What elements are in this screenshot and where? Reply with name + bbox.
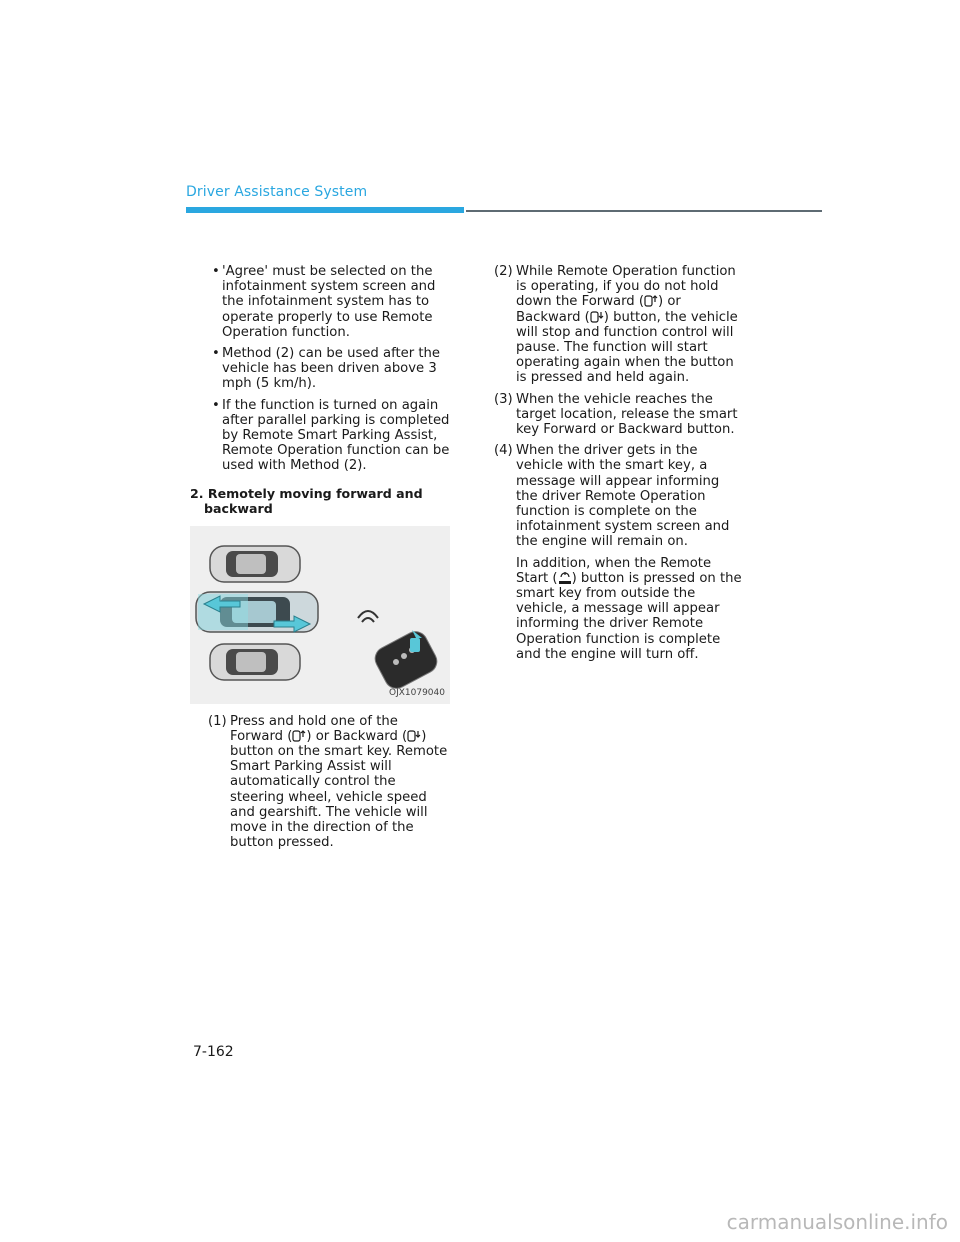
parked-car-icon (210, 644, 300, 680)
header-rule (466, 210, 822, 212)
step-item: (3) When the vehicle reaches the target location, release the smart key Forward or Backward button. (494, 391, 738, 438)
header-rule-accent (186, 207, 464, 213)
note-bullet: • If the function is turned on again after parallel parking is completed by Remote Smart Parking Assist, Remote Operation function can be used with Method (2). (212, 397, 450, 474)
step-item: (1) Press and hold one of the Forward ( ) or Backward ( ) button on the smart key. Remote Smart Parking Assist will automatically control the steering wheel, vehicle speed and gearshift. The vehicle will move in the direction of the button pressed. (208, 713, 448, 851)
step-paragraph: In addition, when the Remote Start ( ) button is pressed on the smart key from outside the vehicle, a message will appear informing the driver Remote Operation function is complete and the engine will turn off. (516, 555, 742, 662)
figure-code: OJX1079040 (389, 688, 445, 699)
remote-start-hold-icon (558, 571, 572, 585)
right-column (494, 264, 744, 668)
parking-illustration (190, 526, 450, 704)
watermark: carmanualsonline.info (726, 1210, 948, 1234)
parked-car-icon (210, 546, 300, 582)
forward-button-icon (644, 294, 658, 308)
backward-button-icon (407, 729, 421, 743)
forward-button-icon (292, 729, 306, 743)
note-bullet: • 'Agree' must be selected on the infotainment system screen and the infotainment system has to operate properly to use Remote Operation function. (212, 264, 436, 340)
parking-cars-illustration (190, 526, 450, 704)
page-number: 7-162 (193, 1044, 234, 1060)
backward-button-icon (590, 310, 604, 324)
step-item: (4) When the driver gets in the vehicle with the smart key, a message will appear informing the driver Remote Operation function is complete on the infotainment system screen and the engine will remain on. In addition, when the Remote Start ( ) button is pressed on the smart key from outside the vehicle, a message will appear informing the driver Remote Operation function is complete and the engine will turn off. (494, 443, 744, 662)
smart-key-icon (358, 611, 441, 693)
left-column (190, 264, 450, 856)
moving-car-icon (196, 592, 318, 632)
step-item: (2) While Remote Operation function is operating, if you do not hold down the Forward ( ) or Backward ( ) button, the vehicle will stop and function control will pause. The function will start operating again when the button is pressed and held again. (494, 264, 738, 386)
section-title: Driver Assistance System (186, 184, 368, 200)
note-bullet: • Method (2) can be used after the vehicle has been driven above 3 mph (5 km/h). (212, 346, 441, 392)
subsection-heading: 2. Remotely moving forward and backward (190, 485, 423, 516)
